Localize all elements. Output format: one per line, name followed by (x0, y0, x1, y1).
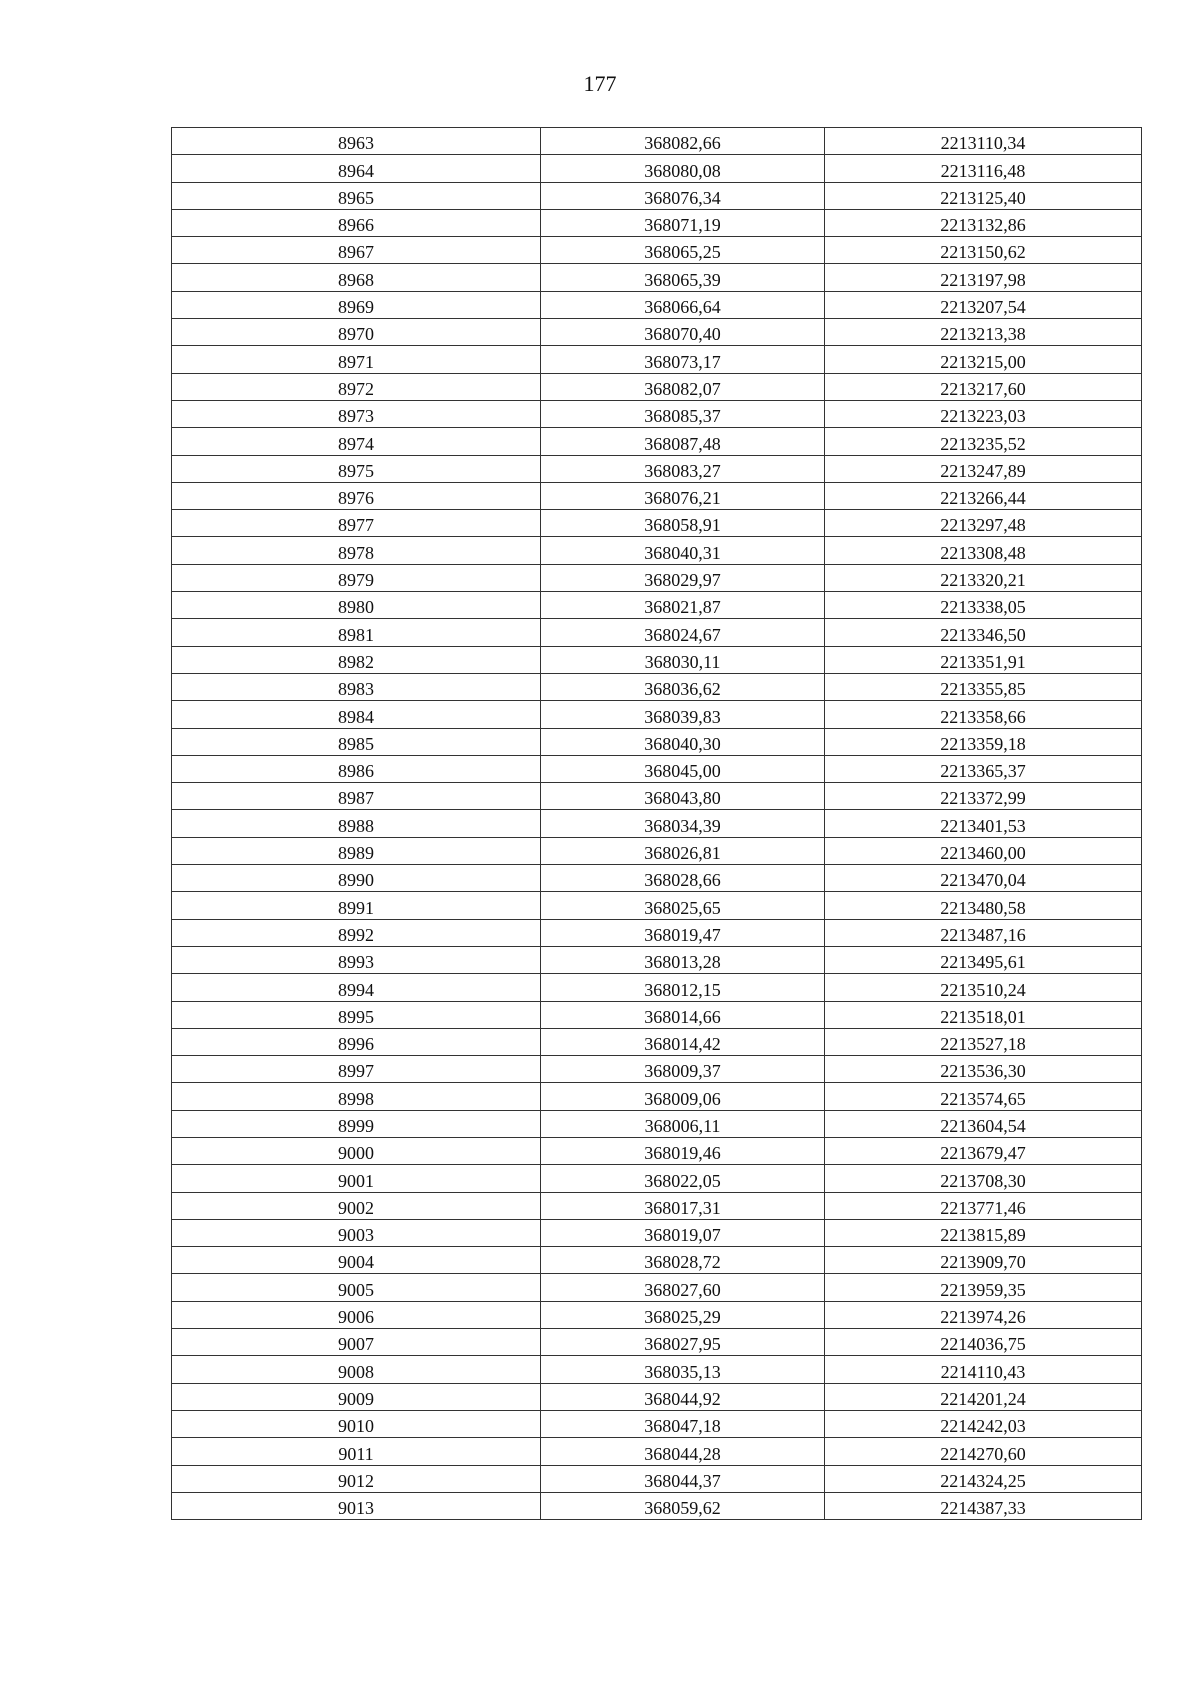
page-number: 177 (583, 71, 617, 96)
y-coordinate-cell: 2213372,99 (825, 783, 1142, 810)
point-number-cell: 8972 (172, 373, 541, 400)
point-number-cell: 8994 (172, 974, 541, 1001)
table-row (172, 128, 1142, 155)
table-row (172, 1056, 1142, 1083)
y-coordinate-cell: 2213355,85 (825, 673, 1142, 700)
x-coordinate-cell: 368019,47 (541, 919, 825, 946)
y-coordinate-cell: 2213116,48 (825, 155, 1142, 182)
point-number-cell: 8990 (172, 865, 541, 892)
y-coordinate-cell: 2213959,35 (825, 1274, 1142, 1301)
point-number-cell: 9011 (172, 1438, 541, 1465)
x-coordinate-cell: 368059,62 (541, 1492, 825, 1519)
point-number-cell: 8986 (172, 755, 541, 782)
x-coordinate-cell: 368058,91 (541, 510, 825, 537)
point-number-cell: 8969 (172, 291, 541, 318)
table-row (172, 1001, 1142, 1028)
point-number-cell: 8976 (172, 482, 541, 509)
table-row (172, 974, 1142, 1001)
point-number-cell: 8973 (172, 400, 541, 427)
point-number-cell: 8963 (172, 128, 541, 155)
table-row (172, 592, 1142, 619)
x-coordinate-cell: 368028,72 (541, 1247, 825, 1274)
y-coordinate-cell: 2213266,44 (825, 482, 1142, 509)
y-coordinate-cell: 2214242,03 (825, 1410, 1142, 1437)
table-row (172, 1083, 1142, 1110)
x-coordinate-cell: 368065,39 (541, 264, 825, 291)
x-coordinate-cell: 368044,37 (541, 1465, 825, 1492)
x-coordinate-cell: 368014,42 (541, 1028, 825, 1055)
y-coordinate-cell: 2213297,48 (825, 510, 1142, 537)
point-number-cell: 9003 (172, 1219, 541, 1246)
table-row (172, 919, 1142, 946)
point-number-cell: 9005 (172, 1274, 541, 1301)
x-coordinate-cell: 368019,07 (541, 1219, 825, 1246)
point-number-cell: 9001 (172, 1165, 541, 1192)
table-row (172, 264, 1142, 291)
y-coordinate-cell: 2214387,33 (825, 1492, 1142, 1519)
table-row (172, 1219, 1142, 1246)
x-coordinate-cell: 368025,65 (541, 892, 825, 919)
point-number-cell: 9008 (172, 1356, 541, 1383)
point-number-cell: 9010 (172, 1410, 541, 1437)
y-coordinate-cell: 2213213,38 (825, 319, 1142, 346)
point-number-cell: 9013 (172, 1492, 541, 1519)
y-coordinate-cell: 2213359,18 (825, 728, 1142, 755)
x-coordinate-cell: 368028,66 (541, 865, 825, 892)
y-coordinate-cell: 2213604,54 (825, 1110, 1142, 1137)
x-coordinate-cell: 368030,11 (541, 646, 825, 673)
point-number-cell: 8982 (172, 646, 541, 673)
table-row (172, 482, 1142, 509)
table-row (172, 346, 1142, 373)
table-row (172, 537, 1142, 564)
y-coordinate-cell: 2213346,50 (825, 619, 1142, 646)
point-number-cell: 8967 (172, 237, 541, 264)
x-coordinate-cell: 368024,67 (541, 619, 825, 646)
table-row (172, 810, 1142, 837)
point-number-cell: 9012 (172, 1465, 541, 1492)
y-coordinate-cell: 2213771,46 (825, 1192, 1142, 1219)
table-row (172, 319, 1142, 346)
y-coordinate-cell: 2213338,05 (825, 592, 1142, 619)
x-coordinate-cell: 368009,06 (541, 1083, 825, 1110)
x-coordinate-cell: 368040,31 (541, 537, 825, 564)
x-coordinate-cell: 368044,28 (541, 1438, 825, 1465)
point-number-cell: 8988 (172, 810, 541, 837)
coordinates-table (171, 127, 1142, 1520)
table-row (172, 783, 1142, 810)
table-row (172, 1247, 1142, 1274)
x-coordinate-cell: 368085,37 (541, 400, 825, 427)
y-coordinate-cell: 2213320,21 (825, 564, 1142, 591)
table-row (172, 291, 1142, 318)
y-coordinate-cell: 2213132,86 (825, 209, 1142, 236)
point-number-cell: 8993 (172, 946, 541, 973)
y-coordinate-cell: 2213470,04 (825, 865, 1142, 892)
point-number-cell: 8968 (172, 264, 541, 291)
point-number-cell: 8970 (172, 319, 541, 346)
point-number-cell: 8998 (172, 1083, 541, 1110)
point-number-cell: 8989 (172, 837, 541, 864)
point-number-cell: 9004 (172, 1247, 541, 1274)
table-row (172, 455, 1142, 482)
point-number-cell: 9007 (172, 1329, 541, 1356)
point-number-cell: 9000 (172, 1137, 541, 1164)
table-row (172, 728, 1142, 755)
y-coordinate-cell: 2213215,00 (825, 346, 1142, 373)
x-coordinate-cell: 368047,18 (541, 1410, 825, 1437)
point-number-cell: 8991 (172, 892, 541, 919)
x-coordinate-cell: 368025,29 (541, 1301, 825, 1328)
x-coordinate-cell: 368036,62 (541, 673, 825, 700)
point-number-cell: 9002 (172, 1192, 541, 1219)
y-coordinate-cell: 2213536,30 (825, 1056, 1142, 1083)
point-number-cell: 9006 (172, 1301, 541, 1328)
y-coordinate-cell: 2214201,24 (825, 1383, 1142, 1410)
y-coordinate-cell: 2214036,75 (825, 1329, 1142, 1356)
x-coordinate-cell: 368014,66 (541, 1001, 825, 1028)
x-coordinate-cell: 368066,64 (541, 291, 825, 318)
point-number-cell: 8985 (172, 728, 541, 755)
x-coordinate-cell: 368029,97 (541, 564, 825, 591)
table-row (172, 1301, 1142, 1328)
x-coordinate-cell: 368034,39 (541, 810, 825, 837)
point-number-cell: 8984 (172, 701, 541, 728)
y-coordinate-cell: 2213235,52 (825, 428, 1142, 455)
x-coordinate-cell: 368044,92 (541, 1383, 825, 1410)
y-coordinate-cell: 2213815,89 (825, 1219, 1142, 1246)
y-coordinate-cell: 2213487,16 (825, 919, 1142, 946)
point-number-cell: 8966 (172, 209, 541, 236)
y-coordinate-cell: 2213401,53 (825, 810, 1142, 837)
x-coordinate-cell: 368035,13 (541, 1356, 825, 1383)
y-coordinate-cell: 2213247,89 (825, 455, 1142, 482)
point-number-cell: 8987 (172, 783, 541, 810)
point-number-cell: 8996 (172, 1028, 541, 1055)
y-coordinate-cell: 2213223,03 (825, 400, 1142, 427)
y-coordinate-cell: 2213518,01 (825, 1001, 1142, 1028)
point-number-cell: 8977 (172, 510, 541, 537)
x-coordinate-cell: 368022,05 (541, 1165, 825, 1192)
x-coordinate-cell: 368019,46 (541, 1137, 825, 1164)
y-coordinate-cell: 2213308,48 (825, 537, 1142, 564)
y-coordinate-cell: 2213527,18 (825, 1028, 1142, 1055)
x-coordinate-cell: 368013,28 (541, 946, 825, 973)
y-coordinate-cell: 2213510,24 (825, 974, 1142, 1001)
x-coordinate-cell: 368082,66 (541, 128, 825, 155)
x-coordinate-cell: 368026,81 (541, 837, 825, 864)
table-row (172, 1410, 1142, 1437)
table-row (172, 837, 1142, 864)
table-row (172, 428, 1142, 455)
table-row (172, 1110, 1142, 1137)
table-row (172, 1165, 1142, 1192)
x-coordinate-cell: 368070,40 (541, 319, 825, 346)
table-row (172, 1383, 1142, 1410)
table-row (172, 673, 1142, 700)
point-number-cell: 8978 (172, 537, 541, 564)
y-coordinate-cell: 2214270,60 (825, 1438, 1142, 1465)
point-number-cell: 8980 (172, 592, 541, 619)
y-coordinate-cell: 2213197,98 (825, 264, 1142, 291)
y-coordinate-cell: 2213365,37 (825, 755, 1142, 782)
x-coordinate-cell: 368009,37 (541, 1056, 825, 1083)
y-coordinate-cell: 2213110,34 (825, 128, 1142, 155)
table-row (172, 400, 1142, 427)
point-number-cell: 8995 (172, 1001, 541, 1028)
point-number-cell: 8979 (172, 564, 541, 591)
table-row (172, 865, 1142, 892)
table-row (172, 892, 1142, 919)
y-coordinate-cell: 2213351,91 (825, 646, 1142, 673)
x-coordinate-cell: 368027,95 (541, 1329, 825, 1356)
x-coordinate-cell: 368071,19 (541, 209, 825, 236)
x-coordinate-cell: 368073,17 (541, 346, 825, 373)
table-row (172, 619, 1142, 646)
point-number-cell: 8965 (172, 182, 541, 209)
y-coordinate-cell: 2213150,62 (825, 237, 1142, 264)
x-coordinate-cell: 368065,25 (541, 237, 825, 264)
table-row (172, 155, 1142, 182)
table-row (172, 1192, 1142, 1219)
table-row (172, 701, 1142, 728)
x-coordinate-cell: 368040,30 (541, 728, 825, 755)
x-coordinate-cell: 368082,07 (541, 373, 825, 400)
table-row (172, 373, 1142, 400)
table-row (172, 209, 1142, 236)
table-row (172, 1492, 1142, 1519)
table-row (172, 1438, 1142, 1465)
x-coordinate-cell: 368043,80 (541, 783, 825, 810)
point-number-cell: 8964 (172, 155, 541, 182)
point-number-cell: 8999 (172, 1110, 541, 1137)
x-coordinate-cell: 368045,00 (541, 755, 825, 782)
x-coordinate-cell: 368080,08 (541, 155, 825, 182)
table-row (172, 1356, 1142, 1383)
y-coordinate-cell: 2213358,66 (825, 701, 1142, 728)
x-coordinate-cell: 368083,27 (541, 455, 825, 482)
x-coordinate-cell: 368021,87 (541, 592, 825, 619)
table-row (172, 1137, 1142, 1164)
table-row (172, 646, 1142, 673)
x-coordinate-cell: 368039,83 (541, 701, 825, 728)
table-row (172, 564, 1142, 591)
point-number-cell: 8983 (172, 673, 541, 700)
table-row (172, 946, 1142, 973)
x-coordinate-cell: 368087,48 (541, 428, 825, 455)
x-coordinate-cell: 368006,11 (541, 1110, 825, 1137)
y-coordinate-cell: 2213974,26 (825, 1301, 1142, 1328)
table-row (172, 1274, 1142, 1301)
table-row (172, 237, 1142, 264)
table-row (172, 1465, 1142, 1492)
point-number-cell: 8981 (172, 619, 541, 646)
y-coordinate-cell: 2213495,61 (825, 946, 1142, 973)
table-row (172, 755, 1142, 782)
point-number-cell: 9009 (172, 1383, 541, 1410)
point-number-cell: 8971 (172, 346, 541, 373)
y-coordinate-cell: 2213574,65 (825, 1083, 1142, 1110)
y-coordinate-cell: 2214324,25 (825, 1465, 1142, 1492)
coordinates-table-body (172, 128, 1142, 1520)
y-coordinate-cell: 2214110,43 (825, 1356, 1142, 1383)
y-coordinate-cell: 2213679,47 (825, 1137, 1142, 1164)
table-row (172, 1028, 1142, 1055)
y-coordinate-cell: 2213207,54 (825, 291, 1142, 318)
point-number-cell: 8992 (172, 919, 541, 946)
table-row (172, 182, 1142, 209)
x-coordinate-cell: 368076,21 (541, 482, 825, 509)
y-coordinate-cell: 2213708,30 (825, 1165, 1142, 1192)
y-coordinate-cell: 2213217,60 (825, 373, 1142, 400)
x-coordinate-cell: 368017,31 (541, 1192, 825, 1219)
table-row (172, 510, 1142, 537)
table-row (172, 1329, 1142, 1356)
point-number-cell: 8997 (172, 1056, 541, 1083)
y-coordinate-cell: 2213460,00 (825, 837, 1142, 864)
y-coordinate-cell: 2213480,58 (825, 892, 1142, 919)
x-coordinate-cell: 368012,15 (541, 974, 825, 1001)
y-coordinate-cell: 2213125,40 (825, 182, 1142, 209)
y-coordinate-cell: 2213909,70 (825, 1247, 1142, 1274)
point-number-cell: 8975 (172, 455, 541, 482)
x-coordinate-cell: 368027,60 (541, 1274, 825, 1301)
x-coordinate-cell: 368076,34 (541, 182, 825, 209)
point-number-cell: 8974 (172, 428, 541, 455)
